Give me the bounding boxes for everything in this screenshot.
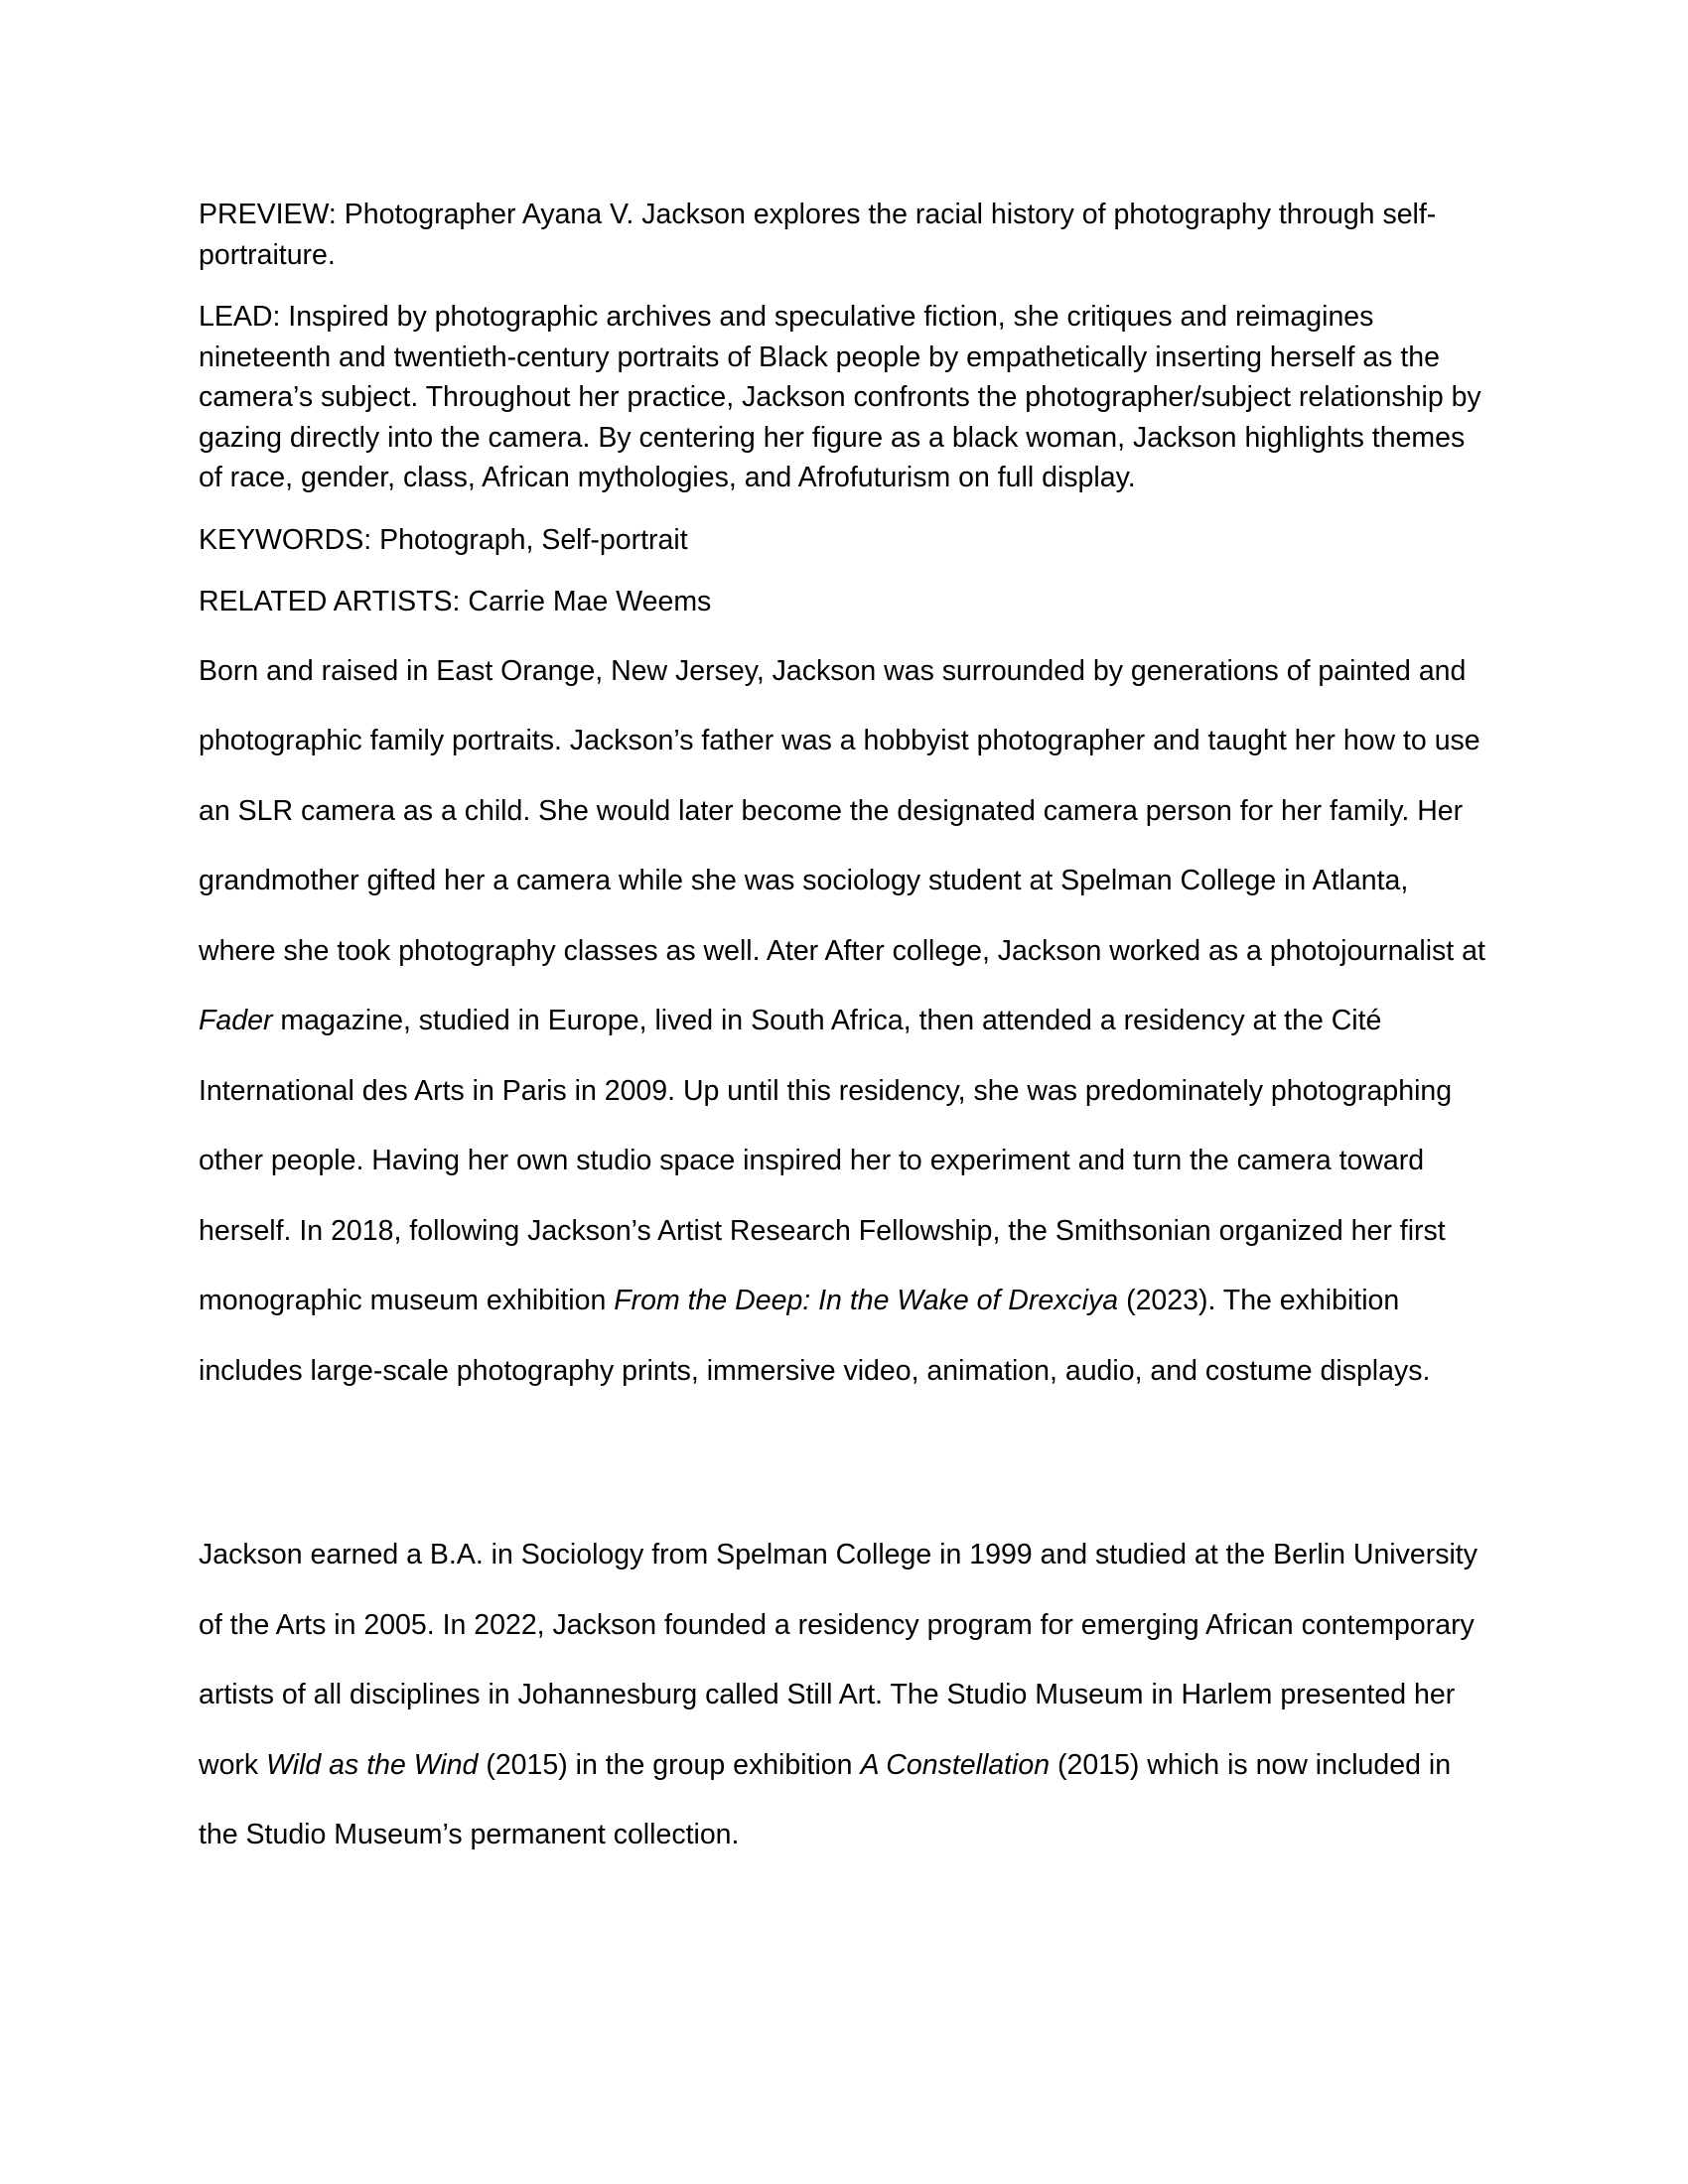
lead-label: LEAD: — [199, 301, 281, 333]
paragraph2-text-a: Jackson earned a B.A. in Sociology from Spelman College in 1999 and studied at the Berlin University of the Arts in 2005. In 2022, Jackson founded a residency program for emerging African contemporary artists of all disciplines in Johannesburg called Still Art. The Studio Museum in Harlem presented her work — [199, 1539, 1477, 1781]
biography-paragraph-1 — [199, 636, 1489, 1407]
paragraph2-text-b: (2015) in the group exhibition — [478, 1748, 861, 1781]
related-artists-label: RELATED ARTISTS: — [199, 586, 461, 617]
paragraph1-text-a: Born and raised in East Orange, New Jersey, Jackson was surrounded by generations of painted and photographic family portraits. Jackson’s father was a hobbyist photographer and taught her how to use an SLR camera as a child. She would later become the designated camera person for her family. Her grandmother gifted her a camera while she was sociology student at Spelman College in Atlanta, where she took photography classes as well. Ater After college, Jackson worked as a photojournalist at — [199, 654, 1485, 967]
lead-text: Inspired by photographic archives and speculative fiction, she critiques and reimagines nineteenth and twentieth-century portraits of Black people by empathetically inserting herself as the camera’s subject. Throughout her practice, Jackson confronts the photographer/subject relationship by gazing directly into the camera. By centering her figure as a black woman, Jackson highlights themes of race, gender, class, African mythologies, and Afrofuturism on full display. — [199, 301, 1481, 493]
keywords-label: KEYWORDS: — [199, 523, 372, 556]
paragraph1-text-b: magazine, studied in Europe, lived in South Africa, then attended a residency at the Cité International des Arts in Paris in 2009. Up until this residency, she was predominately photographing other people. Having her own studio space inspired her to experiment and turn the camera toward herself. In 2018, following Jackson’s Artist Research Fellowship, the Smithsonian organized her first monographic museum exhibition — [199, 1005, 1453, 1316]
paragraph1-text-c: (2023). The exhibition includes large-scale photography prints, immersive video, animation, audio, and costume displays. — [199, 1285, 1431, 1387]
preview-line — [199, 195, 1489, 275]
document-page — [199, 195, 1489, 1870]
paragraph2-italic-exhibition-title: A Constellation — [860, 1748, 1051, 1781]
preview-label: PREVIEW: — [199, 199, 337, 230]
related-artists-line — [199, 582, 1489, 622]
paragraph2-italic-work-title: Wild as the Wind — [266, 1748, 479, 1781]
preview-text: Photographer Ayana V. Jackson explores the racial history of photography through self-portraiture. — [199, 199, 1437, 271]
related-artists-text: Carrie Mae Weems — [460, 586, 712, 617]
lead-paragraph — [199, 297, 1489, 498]
paragraph1-italic-exhibition-title: From the Deep: In the Wake of Drexciya — [614, 1285, 1119, 1316]
keywords-text: Photograph, Self-portrait — [371, 523, 688, 556]
paragraph1-italic-fader: Fader — [199, 1005, 273, 1036]
keywords-line — [199, 520, 1489, 561]
paragraph-spacer — [199, 1406, 1489, 1520]
paragraph2-text-c: (2015) which is now included in the Studio Museum’s permanent collection. — [199, 1748, 1452, 1850]
biography-paragraph-2 — [199, 1520, 1489, 1870]
